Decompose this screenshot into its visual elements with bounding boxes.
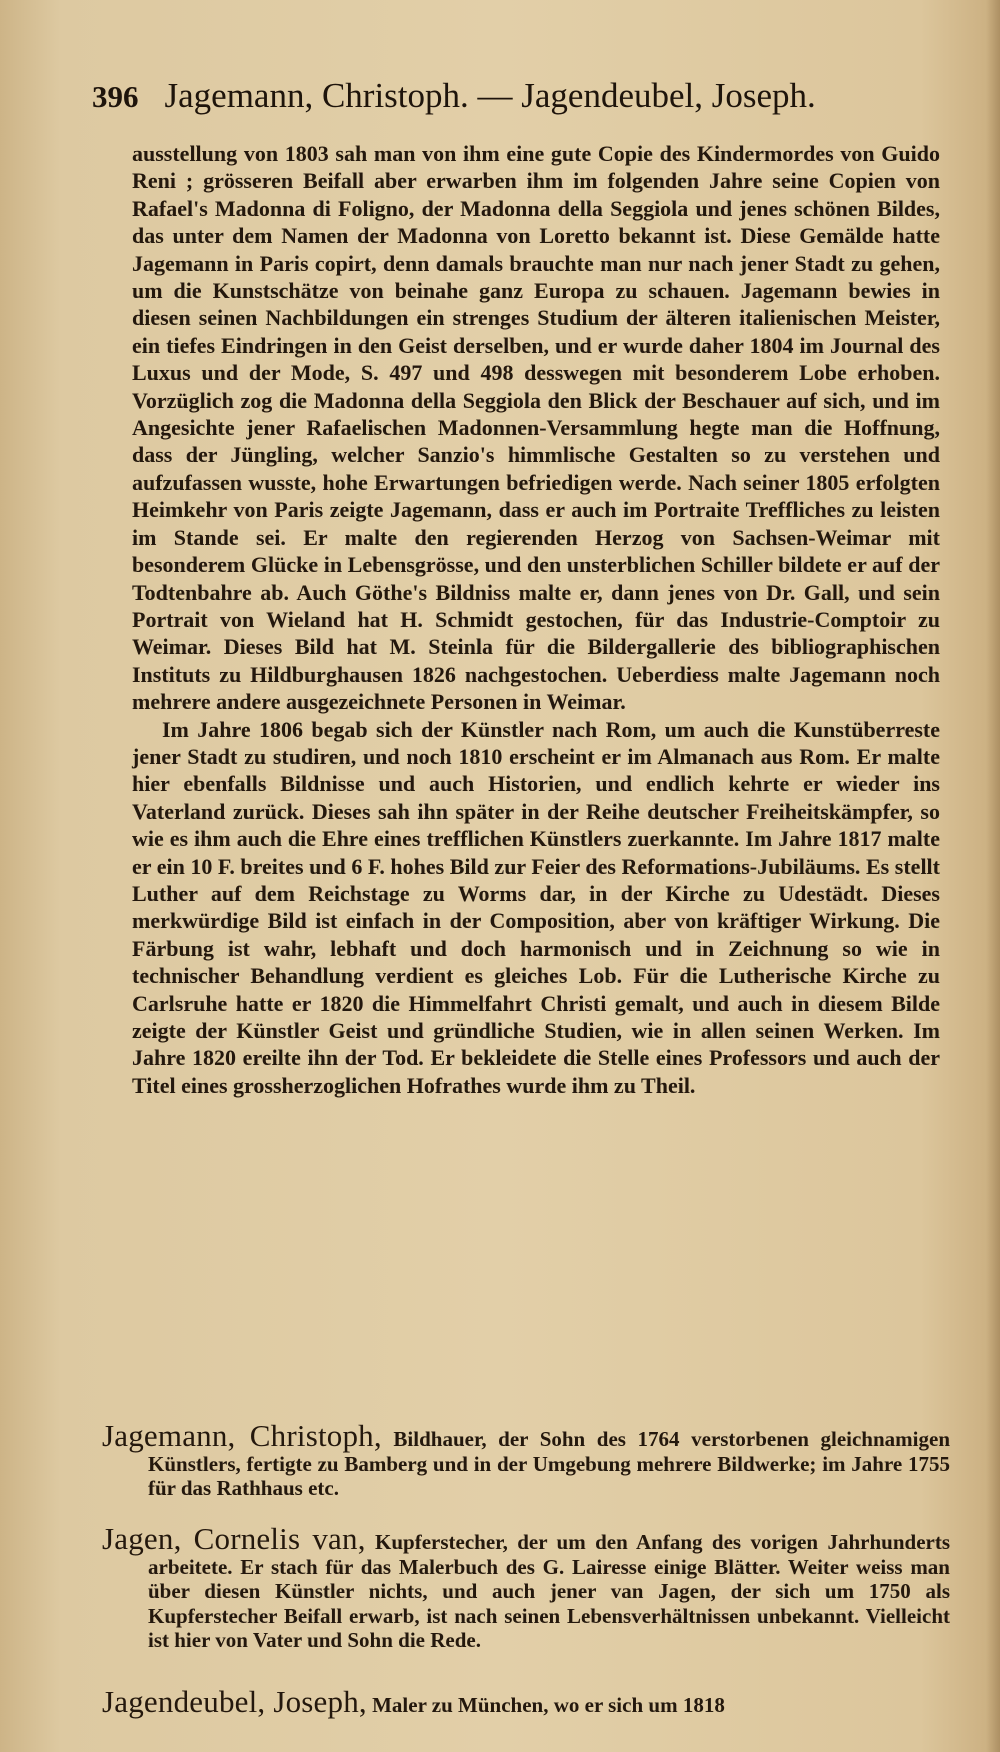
entry-role: Maler bbox=[372, 1693, 427, 1717]
entry-name: Jagemann, Christoph, bbox=[102, 1418, 382, 1453]
entry-jagemann-christoph bbox=[102, 1418, 950, 1501]
entry-jagendeubel-joseph bbox=[102, 1684, 950, 1719]
paragraph-continued: ausstellung von 1803 sah man von ihm eine gute Copie des Kindermordes von Guido Reni ; grösseren Beifall aber erwarben ihm im folgenden Jahre seine Copien von Rafael's Madonna di Foligno, der Madonna della Seggiola und jenes schönen Bildes, das unter dem Namen der Madonna von Loretto bekannt ist. Diese Gemälde hatte Jagemann in Paris copirt, denn damals brauchte man nur nach jener Stadt zu gehen, um die Kunstschätze von beinahe ganz Europa zu schauen. Jagemann bewies in diesen seinen Nachbildungen ein strenges Studium der älteren italienischen Meister, ein tiefes Eindringen in den Geist derselben, und er wurde daher 1804 im Journal des Luxus und der Mode, S. 497 und 498 desswegen mit besonderem Lobe erhoben. Vorzüglich zog die Madonna della Seggiola den Blick der Beschauer auf sich, und im Angesichte jener Rafaelischen Madonnen-Versammlung hegte man die Hoffnung, dass der Jüngling, welcher Sanzio's himmlische Gestalten so zu verstehen und aufzufassen wusste, hohe Erwartungen befriedigen werde. Nach seiner 1805 erfolgten Heimkehr von Paris zeigte Jagemann, dass er auch im Portraite Treffliches zu leisten im Stande sei. Er malte den regierenden Herzog von Sachsen-Weimar mit besonderem Glücke in Lebensgrösse, und den unsterblichen Schiller bildete er auf der Todtenbahre ab. Auch Göthe's Bildniss malte er, dann jenes von Dr. Gall, und sein Portrait von Wieland hat H. Schmidt gestochen, für das Industrie-Comptoir zu Weimar. Dieses Bild hat M. Steinla für die Bildergallerie des bibliographischen Instituts zu Hildburghausen 1826 nachgestochen. Ueberdiess malte Jagemann noch mehrere andere ausgezeichnete Personen in Weimar. bbox=[132, 141, 940, 715]
entry-jagen-cornelis bbox=[102, 1521, 951, 1653]
entry-role: Bildhauer, bbox=[393, 1427, 487, 1451]
main-text bbox=[132, 140, 940, 1099]
running-title: Jagemann, Christoph. — Jagendeubel, Joseph. bbox=[164, 76, 816, 115]
entry-text: der um den Anfang des vorigen Jahrhunderts arbeitete. Er stach für das Malerbuch des G. Lairesse einige Blätter. Weiter weiss man über diesen Künstler nichts, und auch jener van Jagen, der sich um 1750 als Kupferstecher Beifall erwarb, ist nach seinen Lebensverhältnissen unbekannt. Vielleicht ist hier von Vater und Sohn die Rede. bbox=[148, 1530, 951, 1652]
page-edge-shadow bbox=[986, 0, 1000, 1752]
entry-name: Jagen, Cornelis van, bbox=[102, 1521, 366, 1556]
page-number: 396 bbox=[92, 79, 139, 114]
entry-name: Jagendeubel, Joseph, bbox=[102, 1684, 367, 1719]
entry-text: der Sohn des 1764 verstorbenen gleichnamigen Künstlers, fertigte zu Bamberg und in der Umgebung mehrere Bildwerke; im Jahre 1755 für das Rathhaus etc. bbox=[148, 1427, 950, 1500]
entry-role: Kupferstecher, bbox=[375, 1530, 508, 1554]
paragraph-rome: Im Jahre 1806 begab sich der Künstler nach Rom, um auch die Kunstüberreste jener Stadt zu studiren, und noch 1810 erscheint er im Almanach aus Rom. Er malte hier ebenfalls Bildnisse und auch Historien, und endlich kehrte er wieder ins Vaterland zurück. Dieses sah ihn später in der Reihe deutscher Freiheitskämpfer, so wie es ihm auch die Ehre eines trefflichen Künstlers zuerkannte. Im Jahre 1817 malte er ein 10 F. breites und 6 F. hohes Bild zur Feier des Reformations-Jubiläums. Es stellt Luther auf dem Reichstage zu Worms dar, in der Kirche zu Udestädt. Dieses merkwürdige Bild ist einfach in der Composition, aber von kräftiger Wirkung. Die Färbung ist wahr, lebhaft und doch harmonisch und in Zeichnung so wie in technischer Behandlung verdient es gleiches Lob. Für die Lutherische Kirche zu Carlsruhe hatte er 1820 die Himmelfahrt Christi gemalt, und auch in diesem Bilde zeigte der Künstler Geist und gründliche Studien, wie in allen seinen Werken. Im Jahre 1820 ereilte ihn der Tod. Er bekleidete die Stelle eines Professors und auch der Titel eines grossherzoglichen Hofrathes wurde ihm zu Theil. bbox=[132, 716, 940, 1098]
running-header bbox=[92, 74, 892, 119]
entry-text: zu München, wo er sich um 1818 bbox=[431, 1693, 725, 1717]
